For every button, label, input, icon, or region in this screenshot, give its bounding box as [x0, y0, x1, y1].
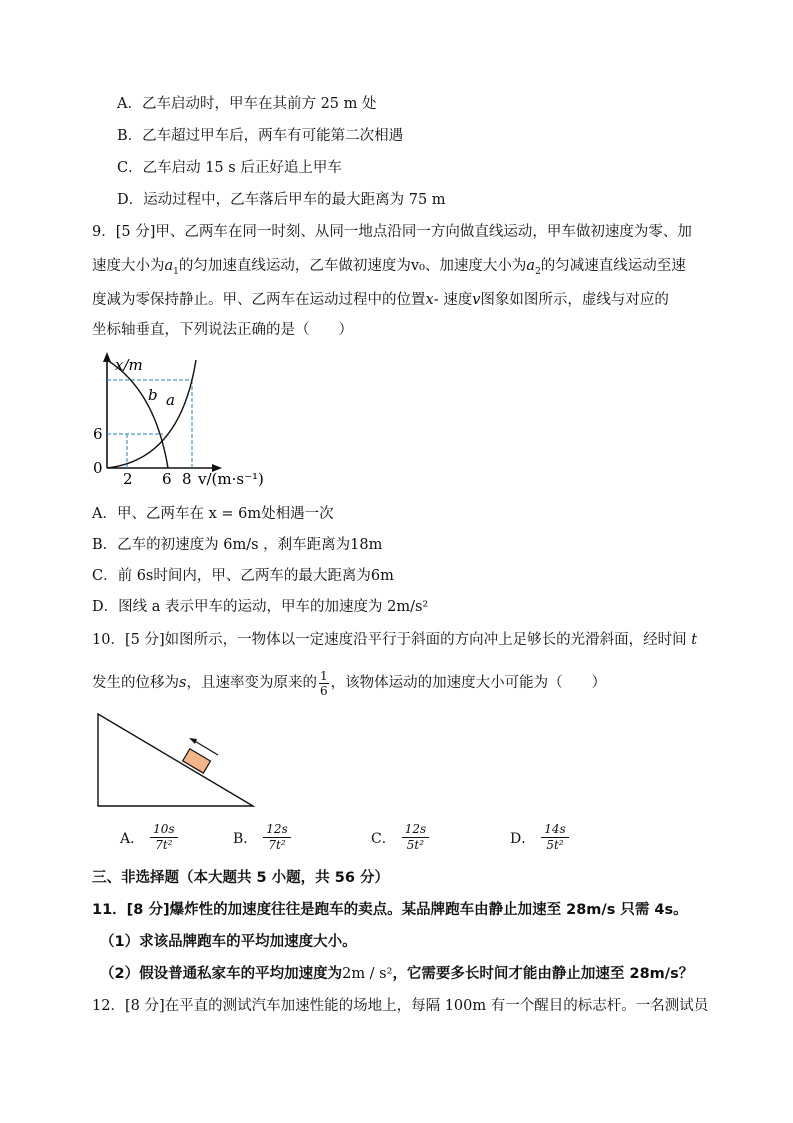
- q12-stem: 12．[8 分]在平直的测试汽车加速性能的场地上，每隔 100m 有一个醒目的标志杆。一名测试员: [92, 998, 709, 1014]
- section3-title: 三、非选择题（本大题共 5 小题，共 56 分）: [92, 870, 389, 886]
- x-tick-8: 8: [182, 470, 192, 488]
- q9-option-b: B．乙车的初速度为 6m/s ，刹车距离为18m: [92, 537, 383, 553]
- q8-option-a: A．乙车启动时，甲车在其前方 25 m 处: [117, 96, 377, 112]
- q9-stem-line2: 速度大小为$a_1$的匀加速直线运动，乙车做初速度为v₀、加速度大小为$a_2$的匀减速直线运动至速: [92, 258, 686, 277]
- origin-label: 0: [93, 459, 103, 477]
- q9-stem-line1: 9．[5 分]甲、乙两车在同一时刻、从同一地点沿同一方向做直线运动，甲车做初速度为零、加: [92, 224, 692, 240]
- y-axis-label: x/m: [115, 356, 143, 374]
- x-tick-2: 2: [123, 470, 133, 488]
- curve-b-label: b: [148, 386, 158, 404]
- q10-incline-figure: [96, 712, 256, 810]
- q10-stem-line1: 10．[5 分]如图所示，一物体以一定速度沿平行于斜面的方向冲上足够长的光滑斜面，经时间 t: [92, 632, 698, 648]
- q10-answer-a: A． $\frac{10s}{\text{7t²}}$: [120, 822, 180, 853]
- q10-answer-c: C． $\frac{12s}{\text{5t²}}$: [371, 822, 431, 853]
- q8-option-b: B．乙车超过甲车后，两车有可能第二次相遇: [117, 128, 404, 144]
- curve-a-label: a: [166, 391, 175, 409]
- q10-answer-d: D． $\frac{14s}{\text{5t²}}$: [510, 822, 571, 853]
- q8-option-c: C．乙车启动 15 s 后正好追上甲车: [117, 160, 342, 176]
- q9-option-c: C．前 6s时间内，甲、乙两车的最大距离为6m: [92, 568, 394, 584]
- q9-xv-graph: [90, 350, 290, 490]
- x-tick-6: 6: [162, 470, 172, 488]
- y-tick-6: 6: [93, 425, 103, 443]
- q9-stem-line3: 度减为零保持静止。甲、乙两车在运动过程中的位置x- 速度v图象如图所示，虚线与对应的: [92, 292, 669, 308]
- x-axis-label: v/(m·s⁻¹): [198, 470, 264, 488]
- q11-sub1: （1）求该品牌跑车的平均加速度大小。: [100, 934, 357, 950]
- q10-stem-line2: 发生的位移为s，且速率变为原来的 $\frac{1}{6}$ ，该物体运动的加速度大小可能为（ ）: [92, 668, 607, 698]
- one-sixth-fraction: $\frac{1}{6}$: [319, 668, 328, 698]
- q11-stem: 11．[8 分]爆炸性的加速度往往是跑车的卖点。某品牌跑车由静止加速至 28m/s 只需 4s。: [92, 902, 688, 918]
- q9-option-a: A．甲、乙两车在 x = 6m处相遇一次: [92, 506, 334, 522]
- curve-b: [107, 360, 168, 468]
- curve-a: [107, 360, 196, 468]
- incline-triangle: [98, 714, 253, 806]
- q10-answer-b: B． $\frac{12s}{\text{7t²}}$: [233, 822, 293, 853]
- velocity-arrow-head: [189, 738, 197, 744]
- q11-sub2: （2）假设普通私家车的平均加速度为2m / s²，它需要多长时间才能由静止加速至 28m/s？: [100, 966, 694, 982]
- block: [183, 749, 211, 773]
- q8-option-d: D．运动过程中，乙车落后甲车的最大距离为 75 m: [117, 192, 446, 208]
- q9-stem-line4: 坐标轴垂直，下列说法正确的是（ ）: [92, 322, 353, 338]
- q9-option-d: D．图线 a 表示甲车的运动，甲车的加速度为 2m/s²: [92, 599, 429, 615]
